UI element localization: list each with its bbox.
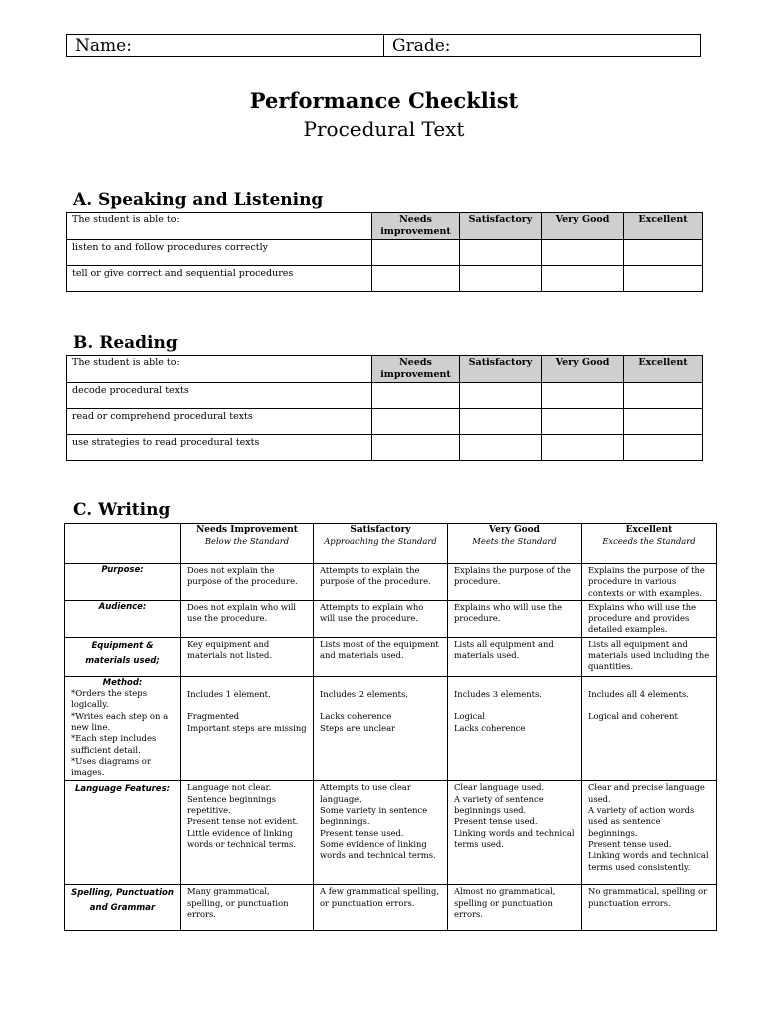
- column-header: Very Good: [542, 356, 624, 383]
- criterion-label: Spelling, Punctuation and Grammar: [65, 885, 181, 931]
- criterion-label: Audience:: [65, 600, 181, 637]
- column-header: Very Good Meets the Standard: [448, 524, 582, 564]
- rating-cell[interactable]: [460, 435, 542, 461]
- rating-cell[interactable]: [460, 240, 542, 266]
- table-row: [67, 266, 703, 292]
- skill-label: use strategies to read procedural texts: [67, 435, 372, 461]
- name-grade-header: [66, 34, 701, 57]
- rubric-cell: Language not clear. Sentence beginnings repetitive. Present tense not evident. Little evidence of linking words or technical terms.: [181, 781, 314, 885]
- table-row: [67, 383, 703, 409]
- rating-cell[interactable]: [542, 383, 624, 409]
- writing-rubric-table: [64, 523, 717, 931]
- column-header: The student is able to:: [67, 213, 372, 240]
- skill-label: listen to and follow procedures correctly: [67, 240, 372, 266]
- rubric-cell: Attempts to use clear language. Some variety in sentence beginnings. Present tense used. Some evidence of linking words and technical terms.: [314, 781, 448, 885]
- criterion-label: Method: *Orders the steps logically. *Writes each step on a new line. *Each step includes sufficient detail. *Uses diagrams or images.: [65, 676, 181, 781]
- rating-cell[interactable]: [460, 409, 542, 435]
- rubric-cell: Explains who will use the procedure and provides detailed examples.: [582, 600, 717, 637]
- table-row: [65, 885, 717, 931]
- skill-label: read or comprehend procedural texts: [67, 409, 372, 435]
- column-header: Satisfactory Approaching the Standard: [314, 524, 448, 564]
- rating-cell[interactable]: [624, 383, 703, 409]
- column-header: Needs improvement: [372, 356, 460, 383]
- rubric-cell: Includes all 4 elements. Logical and coherent: [582, 676, 717, 781]
- criterion-label: Language Features:: [65, 781, 181, 885]
- section-c-title: C. Writing: [73, 500, 171, 520]
- rubric-cell: Many grammatical, spelling, or punctuation errors.: [181, 885, 314, 931]
- column-header: Excellent: [624, 213, 703, 240]
- column-header: Satisfactory: [460, 356, 542, 383]
- page-subtitle: Procedural Text: [303, 117, 465, 141]
- rubric-cell: Explains the purpose of the procedure in various contexts or with examples.: [582, 564, 717, 601]
- rubric-cell: Lists most of the equipment and materials used.: [314, 637, 448, 676]
- section-b-title: B. Reading: [73, 333, 178, 353]
- rubric-cell: Lists all equipment and materials used.: [448, 637, 582, 676]
- rating-cell[interactable]: [624, 240, 703, 266]
- rating-cell[interactable]: [624, 409, 703, 435]
- table-row: [65, 637, 717, 676]
- blank-header-cell: [65, 524, 181, 564]
- rating-cell[interactable]: [542, 435, 624, 461]
- table-row: [67, 435, 703, 461]
- rating-cell[interactable]: [542, 240, 624, 266]
- rubric-cell: Includes 3 elements. Logical Lacks coherence: [448, 676, 582, 781]
- grade-label[interactable]: Grade:: [383, 35, 700, 56]
- rubric-cell: Clear language used. A variety of sentence beginnings used. Present tense used. Linking words and technical terms used.: [448, 781, 582, 885]
- rating-cell[interactable]: [460, 383, 542, 409]
- column-header: Satisfactory: [460, 213, 542, 240]
- rubric-cell: Lists all equipment and materials used including the quantities.: [582, 637, 717, 676]
- rubric-cell: Almost no grammatical, spelling or punctuation errors.: [448, 885, 582, 931]
- column-header: The student is able to:: [67, 356, 372, 383]
- rubric-cell: A few grammatical spelling, or punctuation errors.: [314, 885, 448, 931]
- table-row: [65, 600, 717, 637]
- rubric-cell: Explains the purpose of the procedure.: [448, 564, 582, 601]
- rating-cell[interactable]: [372, 409, 460, 435]
- table-row: [65, 676, 717, 781]
- rating-cell[interactable]: [372, 435, 460, 461]
- page-title: Performance Checklist: [249, 88, 519, 113]
- speaking-listening-table: [66, 212, 703, 292]
- rating-cell[interactable]: [372, 266, 460, 292]
- rating-cell[interactable]: [372, 240, 460, 266]
- column-header: Excellent: [624, 356, 703, 383]
- reading-table: [66, 355, 703, 461]
- table-row: [67, 240, 703, 266]
- rating-cell[interactable]: [460, 266, 542, 292]
- rubric-cell: Attempts to explain who will use the procedure.: [314, 600, 448, 637]
- column-header: Excellent Exceeds the Standard: [582, 524, 717, 564]
- rating-cell[interactable]: [624, 435, 703, 461]
- rating-cell[interactable]: [542, 409, 624, 435]
- section-a-title: A. Speaking and Listening: [73, 190, 324, 210]
- rating-cell[interactable]: [624, 266, 703, 292]
- skill-label: tell or give correct and sequential procedures: [67, 266, 372, 292]
- criterion-detail: *Orders the steps logically. *Writes each step on a new line. *Each step includes sufficient detail. *Uses diagrams or images.: [71, 689, 169, 779]
- rubric-cell: No grammatical, spelling or punctuation errors.: [582, 885, 717, 931]
- rubric-cell: Does not explain who will use the procedure.: [181, 600, 314, 637]
- rating-cell[interactable]: [372, 383, 460, 409]
- column-header: Needs Improvement Below the Standard: [181, 524, 314, 564]
- rubric-cell: Includes 1 element. Fragmented Important steps are missing: [181, 676, 314, 781]
- rubric-cell: Includes 2 elements. Lacks coherence Steps are unclear: [314, 676, 448, 781]
- rubric-cell: Explains who will use the procedure.: [448, 600, 582, 637]
- table-row: [65, 781, 717, 885]
- rubric-cell: Attempts to explain the purpose of the procedure.: [314, 564, 448, 601]
- rating-cell[interactable]: [542, 266, 624, 292]
- column-header: Needs improvement: [372, 213, 460, 240]
- rubric-cell: Key equipment and materials not listed.: [181, 637, 314, 676]
- rubric-cell: Does not explain the purpose of the procedure.: [181, 564, 314, 601]
- criterion-label: Equipment & materials used;: [65, 637, 181, 676]
- rubric-cell: Clear and precise language used. A variety of action words used as sentence beginnings. Present tense used. Linking words and technical terms used consistently.: [582, 781, 717, 885]
- column-header: Very Good: [542, 213, 624, 240]
- criterion-label: Purpose:: [65, 564, 181, 601]
- name-label[interactable]: Name:: [75, 36, 132, 56]
- skill-label: decode procedural texts: [67, 383, 372, 409]
- table-row: [67, 409, 703, 435]
- table-row: [65, 564, 717, 601]
